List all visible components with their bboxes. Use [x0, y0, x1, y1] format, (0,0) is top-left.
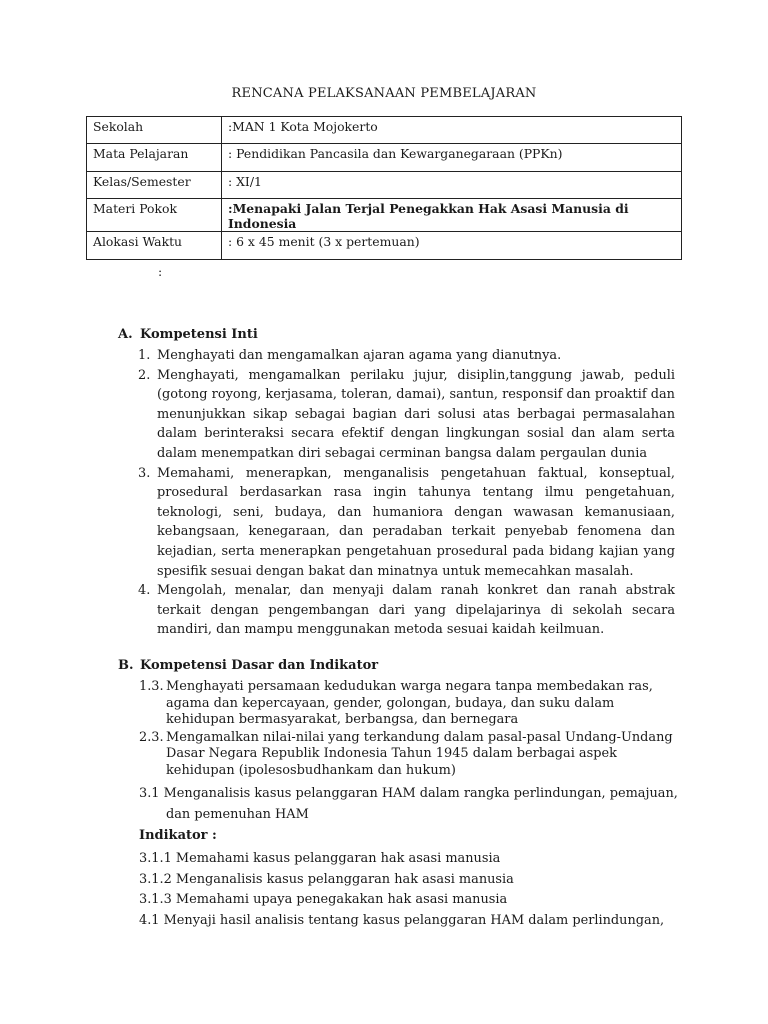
table-row: [87, 171, 682, 198]
list-item: [138, 581, 675, 640]
list-text: Menghayati dan mengamalkan ajaran agama yang dianutnya.: [157, 348, 562, 363]
kd-3-1: 3.1 Menganalisis kasus pelanggaran HAM dalam rangka perlindungan, pemajuan, dan pemenuhan HAM: [139, 786, 678, 822]
list-text: Mengolah, menalar, dan menyaji dalam ranah konkret dan ranah abstrak terkait dengan pengembangan dari yang dipelajarinya di sekolah secara mandiri, dan mampu menggunakan metoda sesuai kaidah keilmuan.: [157, 583, 675, 638]
list-number: 1.: [138, 348, 151, 363]
indikator-title: Indikator :: [139, 828, 217, 843]
row-value: :MAN 1 Kota Mojokerto: [222, 117, 682, 144]
table-row: [87, 232, 682, 259]
list-item: [139, 679, 684, 729]
section-letter: A.: [118, 327, 133, 342]
row-value: :Menapaki Jalan Terjal Penegakkan Hak Asasi Manusia di Indonesia: [222, 199, 682, 232]
section-title: Kompetensi Inti: [140, 327, 258, 342]
list-text: Memahami, menerapkan, menganalisis pengetahuan faktual, konseptual, prosedural berdasarkan rasa ingin tahunya tentang ilmu pengetahuan, teknologi, seni, budaya, dan humaniora dengan wawasan kemanusiaan, kebangsaan, kenegaraan, dan peradaban terkait penyebab fenomena dan kejadian, serta menerapkan pengetahuan prosedural pada bidang kajian yang spesifik sesuai dengan bakat dan minatnya untuk memecahkan masalah.: [157, 465, 675, 579]
section-a-heading: [118, 327, 258, 342]
kompetensi-dasar-list: [139, 679, 684, 779]
list-number: 3.: [138, 465, 151, 481]
table-row: [87, 144, 682, 171]
row-label: Kelas/Semester: [87, 171, 222, 198]
row-value: : 6 x 45 menit (3 x pertemuan): [222, 232, 682, 259]
row-label: Materi Pokok: [87, 199, 222, 232]
row-label: Alokasi Waktu: [87, 232, 222, 259]
list-number: 1.3.: [139, 679, 164, 694]
indikator-item: 3.1.2 Menganalisis kasus pelanggaran hak asasi manusia: [139, 872, 514, 887]
row-label: Sekolah: [87, 117, 222, 144]
kompetensi-inti-list: [138, 346, 675, 640]
list-item: [139, 730, 684, 780]
list-item: [138, 366, 675, 464]
section-title: Kompetensi Dasar dan Indikator: [140, 658, 379, 673]
section-letter: B.: [118, 658, 134, 673]
row-label: Mata Pelajaran: [87, 144, 222, 171]
list-text: Menghayati, mengamalkan perilaku jujur, disiplin,tanggung jawab, peduli (gotong royong, kerjasama, toleran, damai), santun, responsif dan proaktif dan menunjukkan sikap sebagai bagian dari solusi atas berbagai permasalahan dalam berinteraksi secara efektif dengan lingkungan sosial dan alam serta dalam menempatkan diri sebagai cerminan bangsa dalam pergaulan dunia: [157, 367, 675, 461]
list-number: 2.3.: [139, 729, 164, 745]
list-item: [138, 346, 675, 366]
list-text: Mengamalkan nilai-nilai yang terkandung dalam pasal-pasal Undang-Undang Dasar Negara Republik Indonesia Tahun 1945 dalam berbagai aspek kehidupan (ipolesosbudhankam dan hukum): [166, 729, 673, 778]
indikator-item: 3.1.1 Memahami kasus pelanggaran hak asasi manusia: [139, 851, 501, 866]
document-title: RENCANA PELAKSANAAN PEMBELAJARAN: [231, 86, 537, 101]
table-row: [87, 117, 682, 144]
list-number: 4.: [138, 583, 151, 599]
info-table: [86, 116, 682, 260]
table-row: [87, 199, 682, 232]
list-number: 2.: [138, 367, 151, 383]
list-text: Menghayati persamaan kedudukan warga negara tanpa membedakan ras, agama dan kepercayaan, gender, golongan, budaya, dan suku dalam kehidupan bermasyarakat, berbangsa, dan bernegara: [166, 679, 653, 727]
list-item: [138, 464, 675, 582]
row-value: : Pendidikan Pancasila dan Kewarganegaraan (PPKn): [222, 144, 682, 171]
row-value: : XI/1: [222, 171, 682, 198]
indikator-item: 4.1 Menyaji hasil analisis tentang kasus pelanggaran HAM dalam perlindungan,: [139, 913, 665, 928]
stray-colon: :: [158, 264, 163, 279]
section-b-heading: [118, 658, 378, 673]
indikator-item: 3.1.3 Memahami upaya penegakakan hak asasi manusia: [139, 892, 508, 907]
